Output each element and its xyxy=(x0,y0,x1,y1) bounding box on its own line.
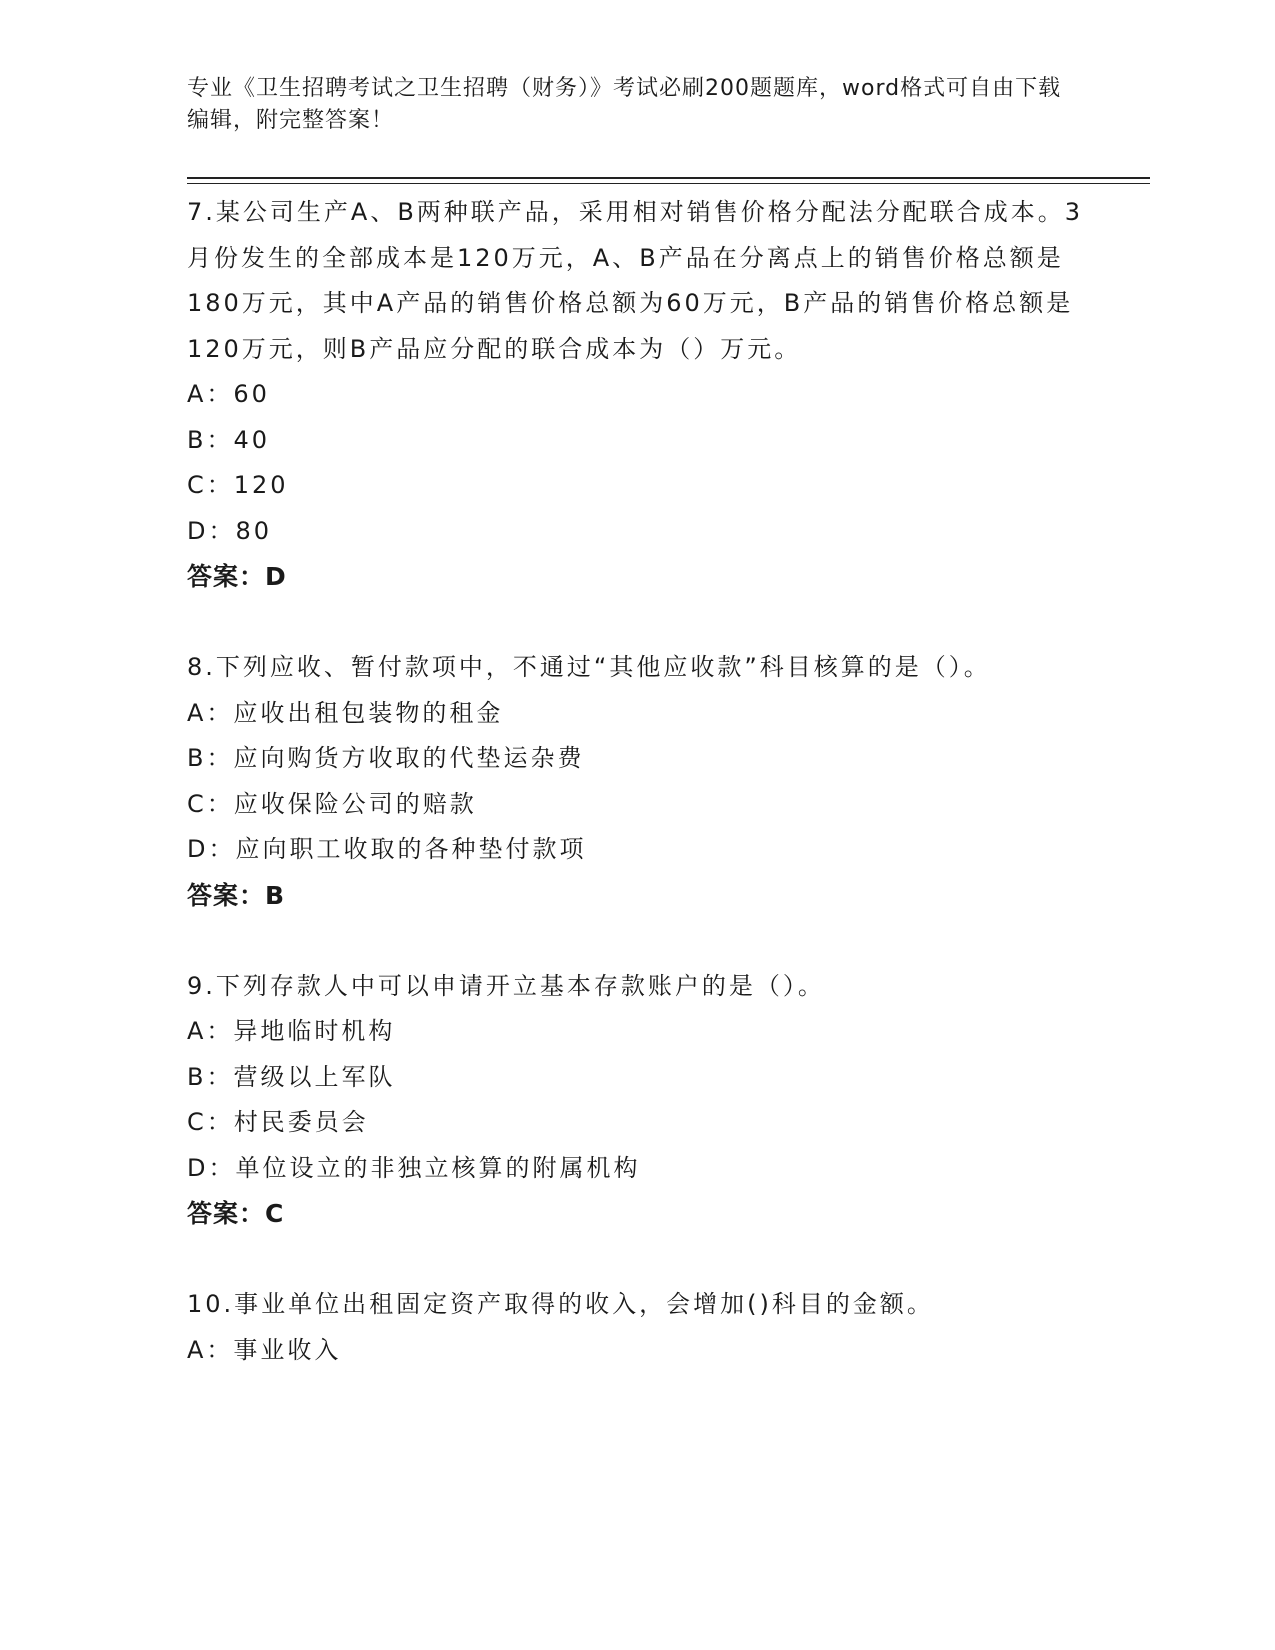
option-c: C：120 xyxy=(187,471,289,499)
option-a: A：异地临时机构 xyxy=(187,1017,396,1045)
document-header: 专业《卫生招聘考试之卫生招聘（财务）》考试必刷200题题库，word格式可自由下载编辑，附完整答案！ xyxy=(187,76,1062,133)
question-gap xyxy=(187,918,1087,964)
option-c: C：村民委员会 xyxy=(187,1108,369,1136)
option-b: B：营级以上军队 xyxy=(187,1062,396,1091)
answer: 答案：B xyxy=(187,880,286,910)
answer: 答案：D xyxy=(187,562,287,591)
option-c: C：应收保险公司的赔款 xyxy=(187,789,477,818)
question-list xyxy=(187,190,1087,1373)
question-text: 7.某公司生产A、B两种联产品，采用相对销售价格分配法分配联合成本。3月份发生的全部成本是120万元，A、B产品在分离点上的销售价格总额是180万元，其中A产品的销售价格总额为60万元，B产品的销售价格总额是120万元，则B产品应分配的联合成本为（）万元。 xyxy=(187,198,1084,363)
option-b: B：40 xyxy=(187,425,271,454)
question-text: 8.下列应收、暂付款项中，不通过“其他应收款”科目核算的是（）。 xyxy=(187,653,991,681)
question-8 xyxy=(187,645,1087,918)
option-d: D：应向职工收取的各种垫付款项 xyxy=(187,835,587,863)
option-a: A：60 xyxy=(187,380,270,408)
question-9 xyxy=(187,964,1087,1237)
option-d: D：单位设立的非独立核算的附属机构 xyxy=(187,1153,641,1182)
question-gap xyxy=(187,600,1087,646)
option-b: B：应向购货方收取的代垫运杂费 xyxy=(187,744,585,772)
option-a: A：事业收入 xyxy=(187,1335,342,1364)
question-10 xyxy=(187,1282,1087,1373)
header-divider-thin xyxy=(187,183,1150,184)
question-text: 10.事业单位出租固定资产取得的收入，会增加()科目的金额。 xyxy=(187,1290,934,1318)
question-7 xyxy=(187,190,1087,600)
answer: 答案：C xyxy=(187,1199,285,1228)
question-text: 9.下列存款人中可以申请开立基本存款账户的是（）。 xyxy=(187,971,825,1000)
header-divider-thick xyxy=(187,177,1150,179)
option-a: A：应收出租包装物的租金 xyxy=(187,698,504,727)
question-gap xyxy=(187,1237,1087,1283)
option-d: D：80 xyxy=(187,516,273,545)
